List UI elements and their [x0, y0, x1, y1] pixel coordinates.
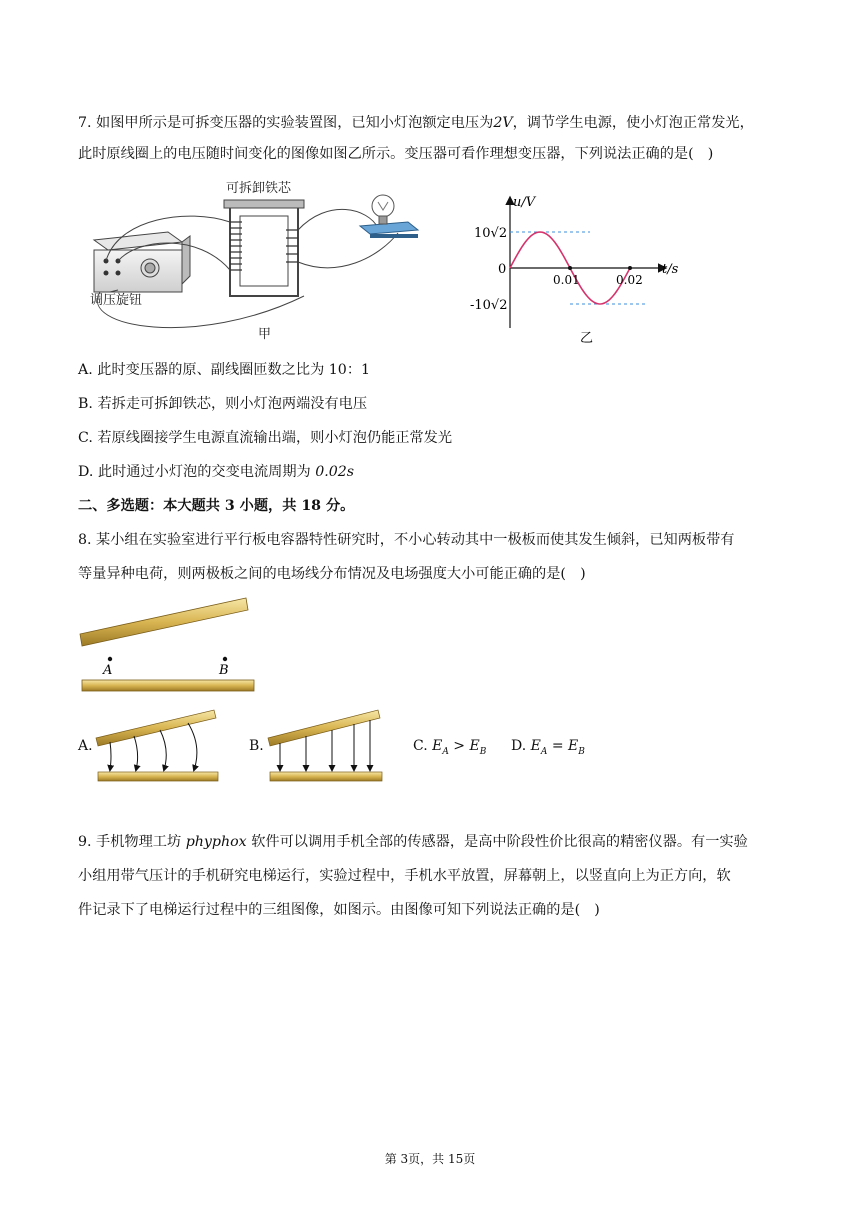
y-min-label: -10√2: [470, 298, 508, 313]
x-tick-1: 0.01: [553, 273, 580, 287]
y-axis-label: u/V: [513, 195, 536, 210]
q8-option-a-label: A.: [78, 738, 93, 754]
q8-option-d: D. $E_A = E_B$: [511, 738, 585, 757]
power-supply-icon: [94, 232, 190, 292]
fig-yi-caption: 乙: [580, 331, 594, 346]
point-b-marker: [223, 657, 227, 661]
q7-figure-yi: [460, 178, 700, 346]
q7-option-a: A. 此时变压器的原、副线圈匝数之比为 10：1: [78, 362, 371, 378]
q8-option-b-figure: [266, 704, 398, 786]
knob-label: 调压旋钮: [90, 293, 143, 308]
light-bulb-icon: [360, 195, 418, 238]
q7-option-b: B. 若拆走可拆卸铁芯，则小灯泡两端没有电压: [78, 396, 368, 412]
q9-text-post: 软件可以调用手机全部的传感器，是高中阶段性价比很高的精密仪器。有一实验: [246, 834, 748, 850]
q7-stem-line1: [78, 113, 788, 133]
q7-figure-jia: [78, 178, 458, 343]
origin-label: 0: [498, 262, 507, 277]
core-label: 可拆卸铁芯: [226, 181, 292, 196]
x-axis-label: t/s: [662, 262, 679, 277]
point-b-label: B: [219, 663, 229, 678]
x-tick-2: 0.02: [616, 273, 643, 287]
q7-text: 7. 如图甲所示是可拆变压器的实验装置图，已知小灯泡额定电压为: [78, 115, 494, 131]
section-2-heading: 二、多选题：本大题共 3 小题，共 18 分。: [78, 498, 355, 514]
q9-app-name: phyphox: [185, 834, 247, 850]
q7-stem-line2: 此时原线圈上的电压随时间变化的图像如图乙所示。变压器可看作理想变压器，下列说法正确的是( ): [78, 146, 714, 162]
q9-stem-line1: [78, 832, 788, 852]
y-max-label: 10√2: [474, 226, 508, 241]
q7-option-d-text: D. 此时通过小灯泡的交变电流周期为: [78, 464, 316, 480]
q8-main-figure: [78, 590, 268, 700]
q9-text: 9. 手机物理工坊: [78, 834, 186, 850]
q9-stem-line3: 件记录下了电梯运行过程中的三组图像，如图示。由图像可知下列说法正确的是( ): [78, 902, 600, 918]
transformer-core-icon: [224, 200, 304, 296]
fig-jia-caption: 甲: [258, 327, 272, 342]
q7-text-post: ，调节学生电源，使小灯泡正常发光，: [512, 115, 754, 131]
point-a-marker: [108, 657, 112, 661]
q7-option-d-value: 0.02s: [315, 464, 355, 480]
q7-option-d: [78, 462, 788, 482]
q8-option-a-figure: [94, 704, 226, 786]
q7-option-c: C. 若原线圈接学生电源直流输出端，则小灯泡仍能正常发光: [78, 430, 453, 446]
q8-stem-line1: 8. 某小组在实验室进行平行板电容器特性研究时，不小心转动其中一极板而使其发生倾斜，已知两板带有: [78, 532, 735, 548]
q7-voltage: 2V: [493, 115, 513, 131]
q8-option-c: C. $E_A > E_B$: [413, 738, 487, 757]
q9-stem-line2: 小组用带气压计的手机研究电梯运行，实验过程中，手机水平放置，屏幕朝上，以竖直向上为正方向，软: [78, 868, 731, 884]
q8-option-b-label: B.: [249, 738, 264, 754]
q8-stem-line2: 等量异种电荷，则两极板之间的电场线分布情况及电场强度大小可能正确的是( ): [78, 566, 586, 582]
page-footer: 第 3页，共 15页: [384, 1152, 476, 1166]
bottom-plate: [82, 680, 254, 691]
tilted-plate: [80, 598, 248, 646]
point-a-label: A: [103, 663, 113, 678]
